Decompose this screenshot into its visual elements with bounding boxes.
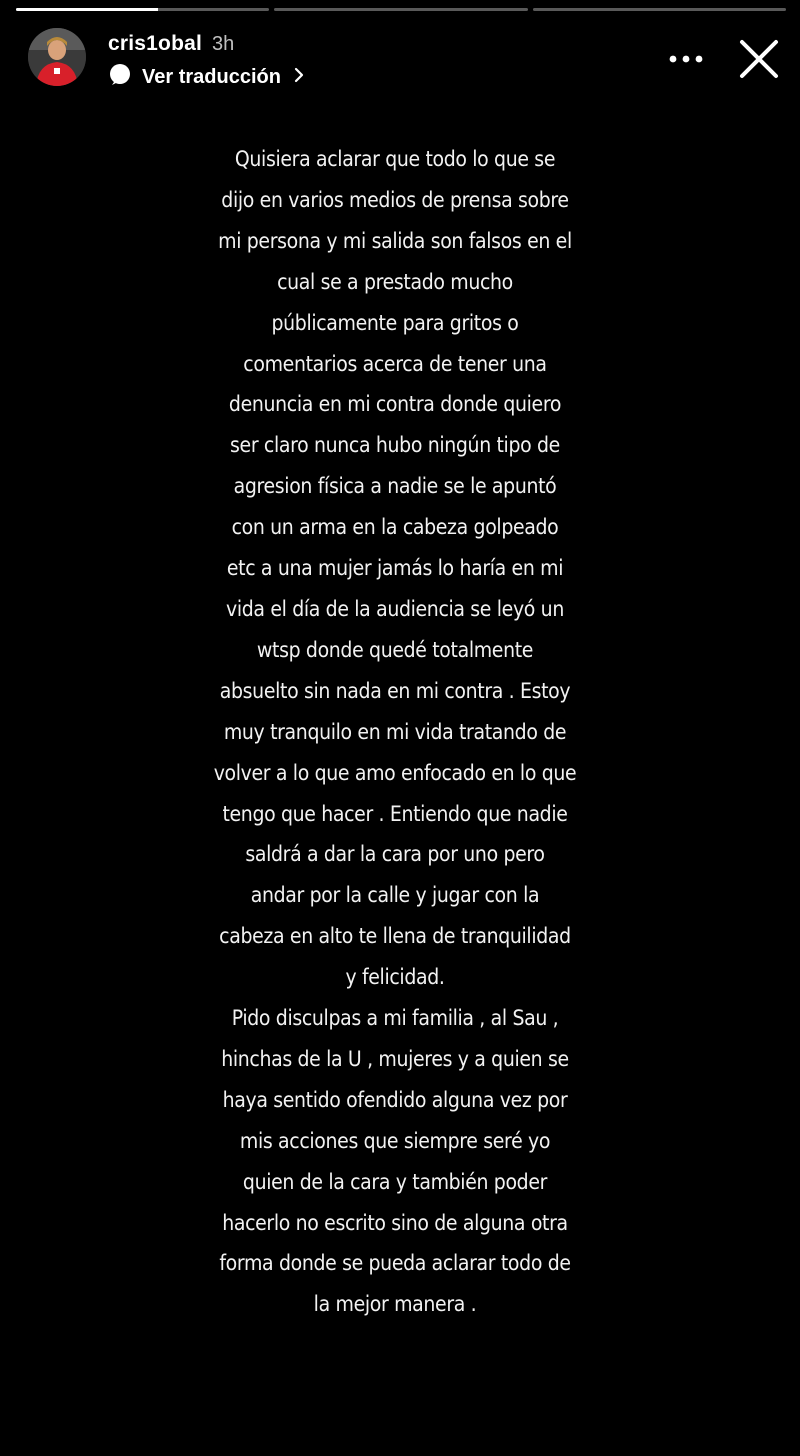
story-text-line: mis acciones que siempre seré yo — [239, 1128, 551, 1154]
story-text-line: haya sentido ofendido alguna vez por — [222, 1087, 568, 1113]
story-text-line: denuncia en mi contra donde quiero — [228, 392, 562, 418]
post-time: 3h — [212, 33, 235, 55]
close-button[interactable] — [736, 36, 782, 82]
story-text-line: Pido disculpas a mi familia , al Sau , — [231, 1006, 559, 1032]
translate-button[interactable] — [108, 62, 305, 92]
story-text-line: wtsp donde quedé totalmente — [256, 637, 534, 663]
progress-segment-1 — [16, 8, 269, 11]
more-icon — [669, 55, 703, 63]
story-text-line: Quisiera aclarar que todo lo que se — [234, 147, 556, 172]
story-text-line: volver a lo que amo enfocado en lo que — [213, 760, 577, 786]
avatar-image — [28, 28, 86, 86]
progress-segment-2 — [274, 8, 527, 11]
story-text-line: muy tranquilo en mi vida tratando de — [223, 719, 567, 745]
story-text-line: cabeza en alto te llena de tranquilidad — [219, 924, 571, 950]
user-line — [108, 32, 234, 56]
story-text-line: cual se a prestado mucho — [277, 269, 513, 295]
story-text-line: con un arma en la cabeza golpeado — [231, 515, 559, 541]
story-header — [26, 26, 786, 90]
story-text-line: agresion física a nadie se le apuntó — [233, 474, 557, 500]
story-text-line: vida el día de la audiencia se leyó un — [226, 596, 564, 622]
avatar[interactable] — [28, 28, 86, 86]
story-text-line: hacerlo no escrito sino de alguna otra — [222, 1210, 568, 1236]
story-text-line: etc a una mujer jamás lo haría en mi — [226, 556, 564, 582]
username[interactable]: cris1obal — [108, 32, 203, 55]
close-icon — [736, 36, 782, 82]
story-text-line: tengo que hacer . Entiendo que nadie — [222, 801, 568, 827]
story-text-line: andar por la calle y jugar con la — [250, 883, 540, 909]
story-progress-bar — [16, 8, 786, 11]
chevron-right-icon — [293, 66, 305, 89]
story-text-line: públicamente para gritos o — [271, 310, 519, 336]
more-button[interactable] — [666, 44, 706, 74]
story-text-line: la mejor manera . — [313, 1292, 477, 1318]
story-text-line: forma donde se pueda aclarar todo de — [219, 1251, 571, 1277]
story-text-line: dijo en varios medios de prensa sobre — [221, 187, 569, 213]
translate-label: Ver traducción — [142, 65, 281, 88]
translate-icon — [108, 62, 132, 92]
story-text — [179, 140, 610, 1326]
story-text-line: saldrá a dar la cara por uno pero — [245, 842, 545, 868]
story-text-line: hinchas de la U , mujeres y a quien se — [221, 1046, 569, 1072]
progress-fill-1 — [16, 8, 158, 11]
story-text-line: quien de la cara y también poder — [242, 1169, 548, 1195]
story-text-line: ser claro nunca hubo ningún tipo de — [230, 433, 560, 459]
story-text-line: y felicidad. — [345, 965, 445, 991]
story-text-line: absuelto sin nada en mi contra . Estoy — [219, 678, 571, 704]
story-text-line: mi persona y mi salida son falsos en el — [218, 228, 572, 254]
progress-segment-3 — [533, 8, 786, 11]
story-text-line: comentarios acerca de tener una — [243, 351, 547, 377]
